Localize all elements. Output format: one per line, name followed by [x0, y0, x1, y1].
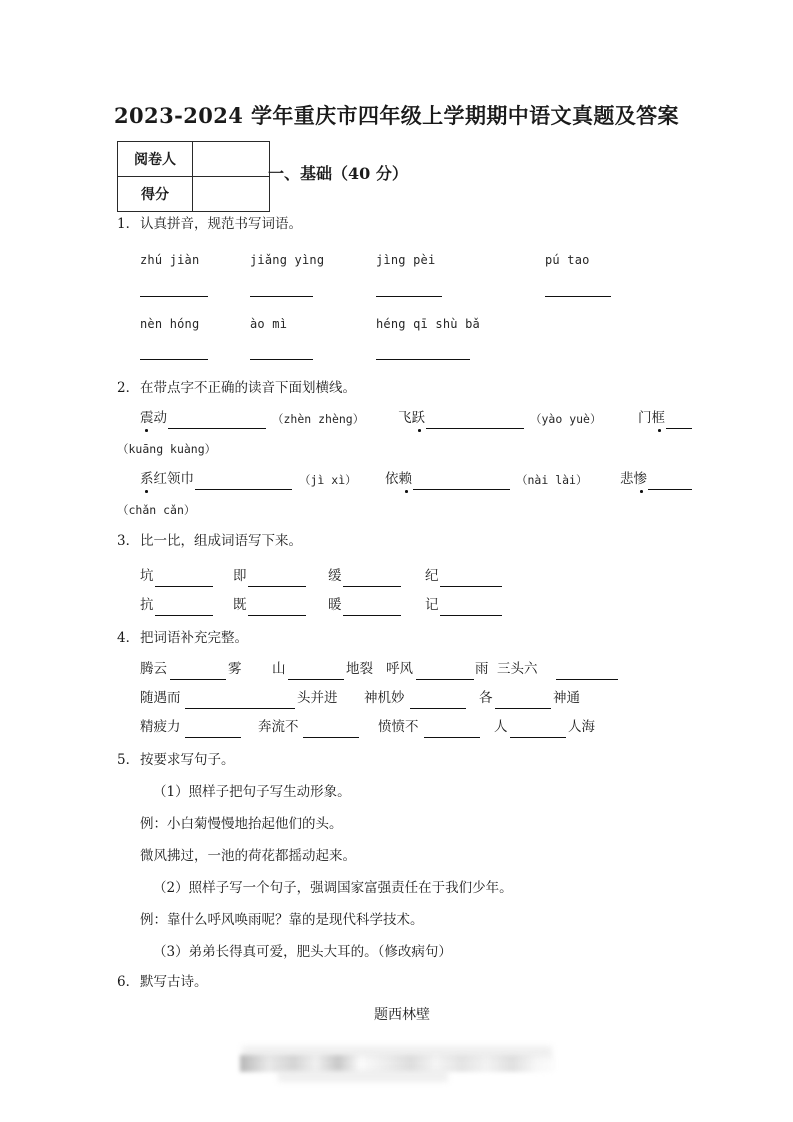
q3-char-7: 暖	[328, 597, 342, 613]
q4-idiom-1-pre: 腾云	[140, 661, 167, 677]
q4-idiom-11-post: 人海	[568, 719, 595, 735]
q3-answer-blank-1[interactable]	[155, 586, 213, 587]
q4-answer-blank-5[interactable]	[185, 708, 295, 709]
emphasis-dot-icon	[640, 490, 643, 493]
q1-stem: 认真拼音，规范书写词语。	[140, 216, 302, 232]
q3-char-3: 缓	[328, 568, 342, 584]
q4-number: 4．	[117, 630, 140, 646]
q4-idiom-9-pre: 奔流不	[258, 719, 299, 735]
q3-char-1: 坑	[140, 568, 154, 584]
q4-answer-blank-3[interactable]	[416, 679, 474, 680]
q5-sub3: （3）弟弟长得真可爱，肥头大耳的。（修改病句）	[153, 944, 452, 960]
q4-answer-blank-4[interactable]	[556, 679, 618, 680]
q3-char-5: 抗	[140, 597, 154, 613]
q4-idiom-1-post: 雾	[228, 661, 242, 677]
q4-stem: 把词语补充完整。	[140, 630, 248, 646]
q1-answer-blank-5[interactable]	[140, 359, 208, 360]
q1-pinyin-1: zhú jiàn	[140, 253, 200, 267]
q4-idiom-6-pre: 神机妙	[364, 690, 405, 706]
q4-idiom-2-pre: 山	[272, 661, 286, 677]
q2-word-4: 系红领巾	[140, 471, 194, 487]
emphasis-dot-icon	[145, 429, 148, 432]
redacted-strip-lower	[278, 1070, 448, 1082]
q1-pinyin-5: nèn hóng	[140, 317, 200, 331]
q1-answer-blank-3[interactable]	[376, 296, 442, 297]
q3-stem: 比一比，组成词语写下来。	[140, 533, 302, 549]
q1-pinyin-6: ào mì	[250, 317, 288, 331]
q1-pinyin-2: jiǎng yìng	[250, 253, 325, 267]
q6-poem-title: 题西林壁	[374, 1007, 430, 1023]
q4-answer-blank-7[interactable]	[495, 708, 551, 709]
q6-stem: 默写古诗。	[140, 974, 208, 990]
q1-answer-blank-2[interactable]	[250, 296, 313, 297]
q2-answer-blank-1[interactable]	[168, 428, 266, 429]
q4-answer-blank-2[interactable]	[288, 679, 344, 680]
q5-sub1-example: 例：小白菊慢慢地抬起他们的头。	[140, 816, 343, 832]
q5-number: 5．	[117, 752, 140, 768]
q4-answer-blank-9[interactable]	[303, 737, 359, 738]
q3-answer-blank-7[interactable]	[343, 615, 401, 616]
table-row	[118, 142, 270, 177]
q4-idiom-5-post: 头并进	[297, 690, 338, 706]
emphasis-dot-icon	[418, 429, 421, 432]
q4-idiom-3-pre: 呼风	[386, 661, 413, 677]
q4-answer-blank-10[interactable]	[424, 737, 480, 738]
q5-stem: 按要求写句子。	[140, 752, 235, 768]
q4-idiom-11-pre: 人	[494, 719, 508, 735]
score-value[interactable]	[193, 177, 270, 212]
emphasis-dot-icon	[658, 429, 661, 432]
emphasis-dot-icon	[405, 490, 408, 493]
page-title: 2023-2024 学年重庆市四年级上学期期中语文真题及答案	[114, 103, 679, 128]
emphasis-dot-icon	[145, 490, 148, 493]
q4-answer-blank-11[interactable]	[510, 737, 566, 738]
q4-idiom-8-pre: 精疲力	[140, 719, 181, 735]
q2-options-6: （chǎn cǎn）	[117, 503, 196, 517]
q1-answer-blank-7[interactable]	[376, 359, 470, 360]
q4-idiom-4-pre: 三头六	[497, 661, 538, 677]
q4-idiom-3-post: 雨	[475, 661, 489, 677]
q4-idiom-7-pre: 各	[479, 690, 493, 706]
q2-word-1: 震动	[140, 410, 167, 426]
q2-options-4: （jì xì）	[299, 473, 357, 487]
q2-answer-blank-6[interactable]	[648, 489, 692, 490]
q2-answer-blank-3[interactable]	[666, 428, 692, 429]
q4-answer-blank-8[interactable]	[185, 737, 241, 738]
q2-options-1: （zhèn zhèng）	[272, 412, 365, 426]
q3-answer-blank-2[interactable]	[248, 586, 306, 587]
q2-word-2: 飞跃	[398, 410, 425, 426]
q2-word-3: 门框	[638, 410, 665, 426]
q2-answer-blank-4[interactable]	[195, 489, 292, 490]
q2-word-6: 悲惨	[620, 471, 647, 487]
q2-answer-blank-2[interactable]	[426, 428, 524, 429]
section-heading: 一、基础（40 分）	[268, 164, 408, 183]
grader-value[interactable]	[193, 142, 270, 177]
q3-number: 3．	[117, 533, 140, 549]
q2-options-2: （yào yuè）	[530, 412, 602, 426]
grader-label: 阅卷人	[118, 142, 193, 177]
q4-idiom-5-pre: 随遇而	[140, 690, 181, 706]
q3-answer-blank-5[interactable]	[155, 615, 213, 616]
q4-idiom-7-post: 神通	[553, 690, 580, 706]
q1-answer-blank-6[interactable]	[250, 359, 313, 360]
q5-sub1: （1）照样子把句子写生动形象。	[153, 784, 351, 800]
q3-char-2: 即	[233, 568, 247, 584]
table-row	[118, 177, 270, 212]
q3-char-6: 既	[233, 597, 247, 613]
q1-number: 1．	[117, 216, 140, 232]
q4-idiom-10-pre: 愤愤不	[378, 719, 419, 735]
q2-options-3: （kuāng kuàng）	[117, 442, 217, 456]
q2-answer-blank-5[interactable]	[413, 489, 510, 490]
q1-pinyin-7: héng qī shù bǎ	[376, 317, 480, 331]
q5-sub2-example: 例：靠什么呼风唤雨呢？靠的是现代科学技术。	[140, 912, 424, 928]
q4-answer-blank-6[interactable]	[410, 708, 466, 709]
q3-char-8: 记	[425, 597, 439, 613]
q4-idiom-2-post: 地裂	[346, 661, 373, 677]
score-label: 得分	[118, 177, 193, 212]
q5-sub2: （2）照样子写一个句子，强调国家富强责任在于我们少年。	[153, 880, 513, 896]
q4-answer-blank-1[interactable]	[170, 679, 226, 680]
q1-pinyin-3: jìng pèi	[376, 253, 436, 267]
q1-answer-blank-1[interactable]	[140, 296, 208, 297]
score-table	[117, 141, 270, 212]
q2-number: 2．	[117, 380, 140, 396]
q1-answer-blank-4[interactable]	[545, 296, 611, 297]
q1-pinyin-4: pú tao	[545, 253, 590, 267]
q3-char-4: 纪	[425, 568, 439, 584]
q3-answer-blank-6[interactable]	[248, 615, 306, 616]
q3-answer-blank-4[interactable]	[440, 586, 502, 587]
q2-word-5: 依赖	[385, 471, 412, 487]
q2-stem: 在带点字不正确的读音下面划横线。	[140, 380, 356, 396]
q6-number: 6．	[117, 974, 140, 990]
q5-sub1-sentence: 微风拂过，一池的荷花都摇动起来。	[140, 848, 356, 864]
q3-answer-blank-3[interactable]	[343, 586, 401, 587]
q2-options-5: （nài lài）	[516, 473, 588, 487]
q3-answer-blank-8[interactable]	[440, 615, 502, 616]
